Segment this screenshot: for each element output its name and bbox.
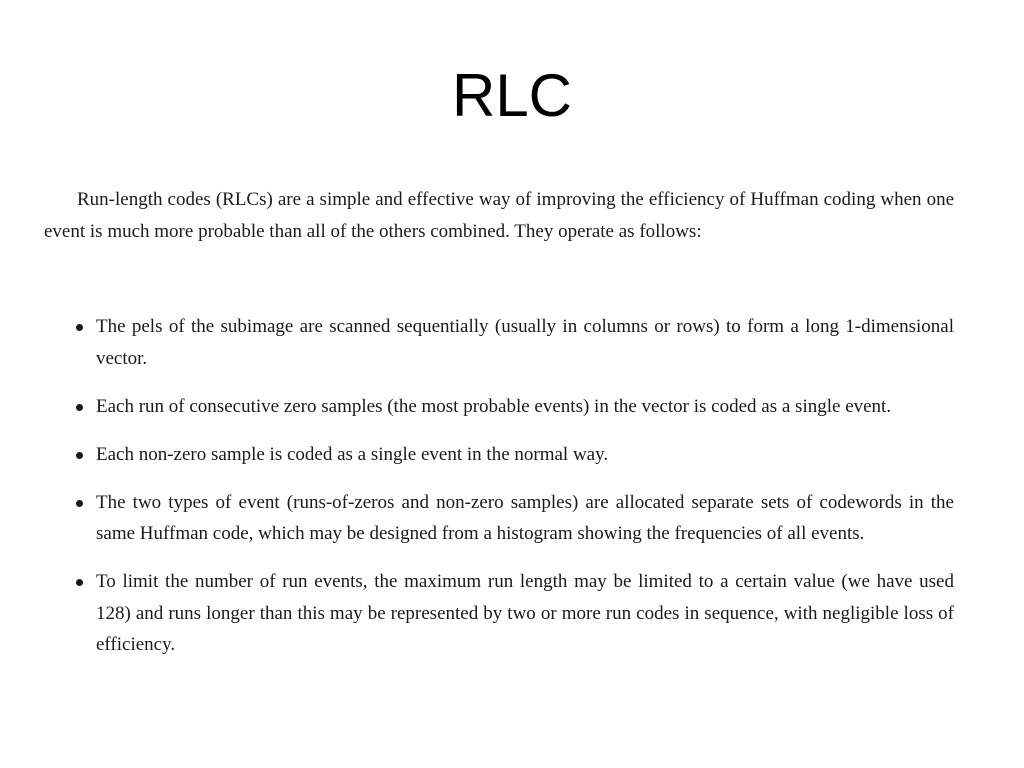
list-item (44, 311, 954, 374)
list-item (44, 566, 954, 661)
bullet-icon (76, 324, 83, 331)
bullet-icon (76, 579, 83, 586)
bullet-text: The pels of the subimage are scanned sequentially (usually in columns or rows) to form a long 1-dimensional vector. (96, 316, 954, 369)
bullet-text: Each non-zero sample is coded as a single event in the normal way. (96, 443, 609, 465)
bullet-list (44, 311, 954, 677)
list-item (44, 391, 954, 423)
list-item (44, 439, 954, 471)
list-item (44, 487, 954, 550)
bullet-text: To limit the number of run events, the maximum run length may be limited to a certain value (we have used 128) and runs longer than this may be represented by two or more run codes in sequence, with negligible loss of efficiency. (96, 571, 954, 655)
bullet-icon (76, 452, 83, 459)
bullet-icon (76, 500, 83, 507)
bullet-text: Each run of consecutive zero samples (the most probable events) in the vector is coded as a single event. (96, 395, 892, 417)
bullet-text: The two types of event (runs-of-zeros and non-zero samples) are allocated separate sets of codewords in the same Huffman code, which may be designed from a histogram showing the frequencies of all events. (96, 491, 954, 544)
intro-paragraph: Run-length codes (RLCs) are a simple and effective way of improving the efficiency of Huffman coding when one event is much more probable than all of the others combined. They operate as follows: (44, 189, 954, 242)
bullet-icon (76, 404, 83, 411)
slide-title: RLC (451, 62, 573, 129)
